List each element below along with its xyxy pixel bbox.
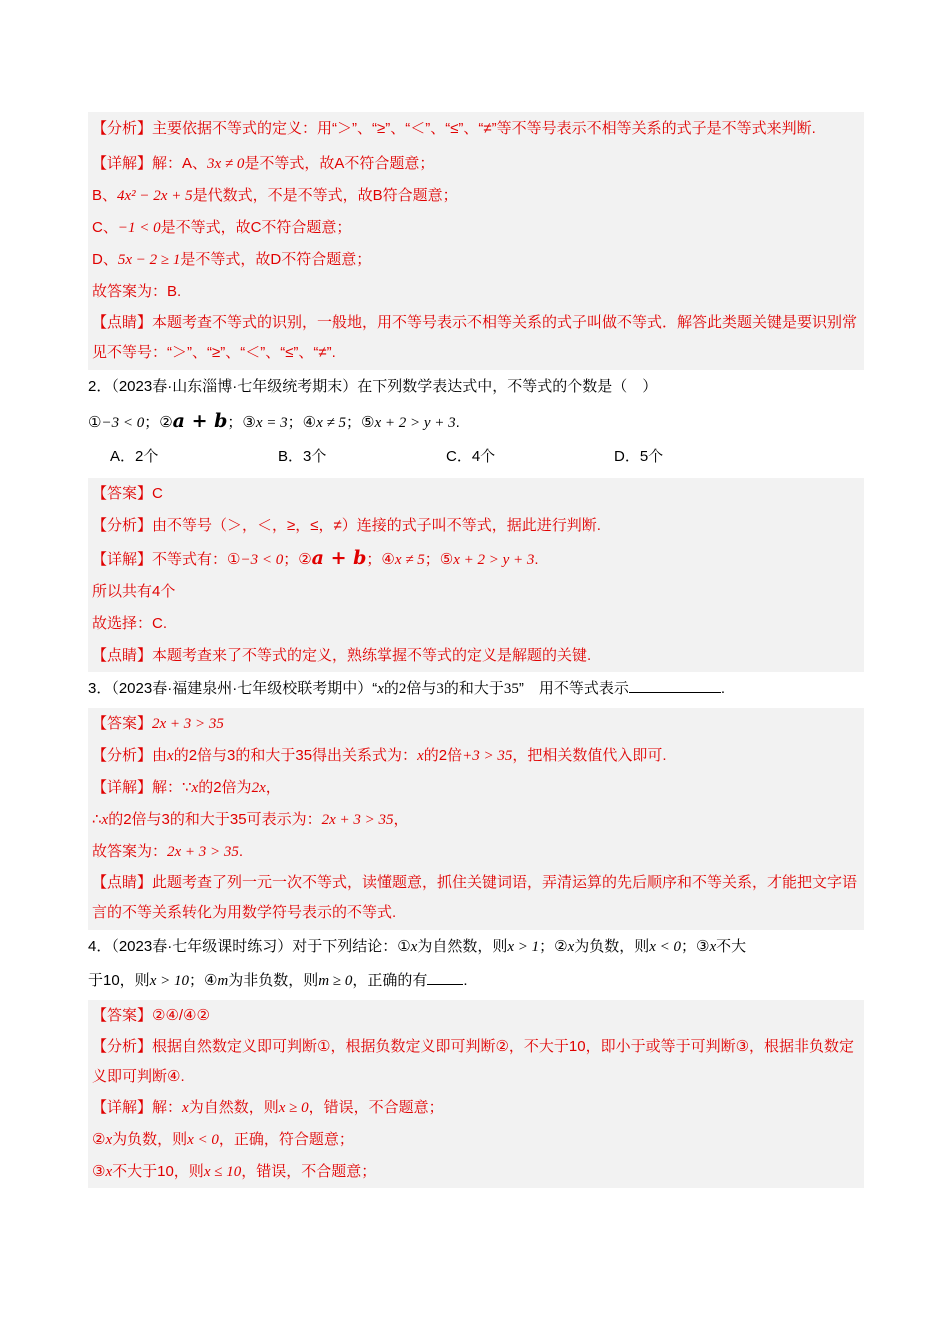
q4-detail-3: ③x不大于10，则x ≤ 10，错误，不合题意； <box>92 1163 377 1180</box>
q1-detail-b: B、4x² − 2x + 5是代数式，不是不等式，故B符合题意； <box>92 187 458 204</box>
q2-stem: 2．（2023春·山东淄博·七年级统考期末）在下列数学表达式中，不等式的个数是（ ） <box>88 378 658 395</box>
q2-answer: 【答案】C <box>92 485 163 502</box>
q1-detail-a: 【详解】解：A、3x ≠ 0是不等式，故A不符合题意； <box>92 155 435 172</box>
math-expr: 3x ≠ 0 <box>207 156 245 172</box>
q1-detail-d: D、5x − 2 ≥ 1是不等式，故D不符合题意； <box>92 251 372 268</box>
q4-detail-2: ②x为负数，则x < 0，正确，符合题意； <box>92 1131 354 1148</box>
q3-comment: 【点睛】此题考查了列一元一次不等式，读懂题意，抓住关键词语，弄清运算的先后顺序和不等关系，才能把文字语言的不等关系转化为用数学符号表示的不等式. <box>92 874 858 921</box>
q4-solution-block <box>88 1000 864 1188</box>
q4-answer: 【答案】②④/④② <box>92 1007 210 1024</box>
q4-stem-line1: 4．（2023春·七年级课时练习）对于下列结论：①x为自然数，则x > 1；②x为负数，则x < 0；③x不大 <box>88 938 747 955</box>
document-page <box>88 112 864 1188</box>
answer-blank <box>629 678 721 693</box>
q4-question <box>88 930 864 998</box>
q3-stem: 3．（2023春·福建泉州·七年级校联考期中）“x的2倍与3的和大于35” 用不等式表示 . <box>88 680 726 697</box>
math-expr: 5x − 2 ≥ 1 <box>117 252 181 268</box>
q1-comment: 【点睛】本题考查不等式的识别，一般地，用不等号表示不相等关系的式子叫做不等式．解答此类题关键是要识别常见不等号：“＞”、“≥”、“＜”、“≤”、“≠”. <box>92 314 858 361</box>
q2-count: 所以共有4个 <box>92 583 176 600</box>
q2-comment: 【点睛】本题考查来了不等式的定义，熟练掌握不等式的定义是解题的关键. <box>92 647 592 664</box>
q2-options <box>88 440 864 474</box>
math-expr: −1 < 0 <box>117 220 161 236</box>
q1-detail-c: C、−1 < 0是不等式，故C不符合题意； <box>92 219 352 236</box>
q1-analysis: 【分析】主要依据不等式的定义：用“＞”、“≥”、“＜”、“≤”、“≠”等不等号表示不相等关系的式子是不等式来判断. <box>92 120 816 137</box>
math-expr: 4x² − 2x + 5 <box>117 188 193 204</box>
q1-solution-block <box>88 112 864 370</box>
q2-choice: 故选择：C. <box>92 615 168 632</box>
q3-detail: 【详解】解：∵x的2倍为2x， <box>92 779 281 796</box>
option-d: D．5个 <box>614 448 664 465</box>
q3-therefore: ∴x的2倍与3的和大于35可表示为：2x + 3 > 35， <box>92 811 409 828</box>
option-a: A．2个 <box>110 448 159 465</box>
q4-analysis: 【分析】根据自然数定义即可判断①，根据负数定义即可判断②，不大于10，即小于或等于可判断③，根据非负数定义即可判断④. <box>92 1038 855 1085</box>
q2-solution-block <box>88 478 864 672</box>
q3-answer: 【答案】2x + 3 > 35 <box>92 715 224 732</box>
q3-analysis: 【分析】由x的2倍与3的和大于35得出关系式为：x的2倍+3 > 35，把相关数值代入即可. <box>92 747 667 764</box>
q4-detail-1: 【详解】解：x为自然数，则x ≥ 0，错误，不合题意； <box>92 1099 444 1116</box>
q4-stem-line2: 于10，则x > 10；④m为非负数，则m ≥ 0，正确的有 . <box>88 972 468 989</box>
q2-analysis: 【分析】由不等号（＞，＜，≥，≤，≠）连接的式子叫不等式，据此进行判断. <box>92 517 601 534</box>
q3-question <box>88 672 864 706</box>
q1-answer: 故答案为：B. <box>92 283 182 300</box>
option-c: C．4个 <box>446 448 496 465</box>
q2-question <box>88 370 864 474</box>
q3-solution-block <box>88 708 864 930</box>
q3-final: 故答案为：2x + 3 > 35. <box>92 843 244 860</box>
q2-detail: 【详解】不等式有：①−3 < 0；②a + b；④x ≠ 5；⑤x + 2 > y + 3. <box>92 547 539 569</box>
option-b: B．3个 <box>278 448 327 465</box>
answer-blank <box>427 970 463 985</box>
q2-expressions: ①−3 < 0；②a + b；③x = 3；④x ≠ 5；⑤x + 2 > y + 3. <box>88 410 460 432</box>
